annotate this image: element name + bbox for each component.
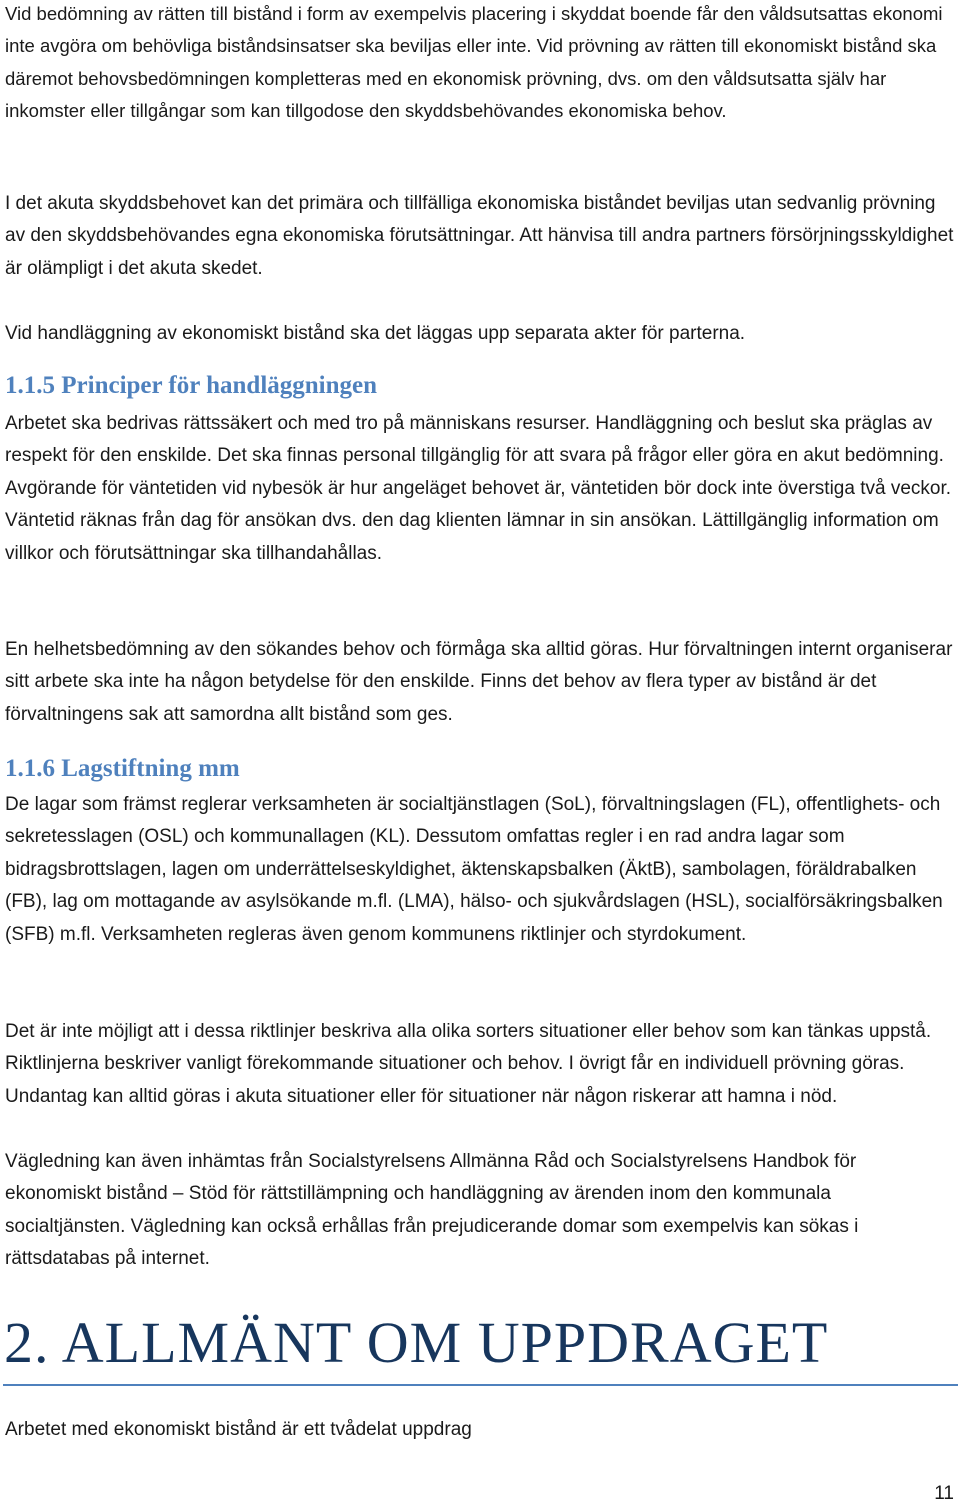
paragraph-guidance: Vägledning kan även inhämtas från Socialstyrelsens Allmänna Råd och Socialstyrelsens Handbok för ekonomiskt bistånd – Stöd för rättstillämpning och handläggning av ärenden inom den kommunala socialtjänsten. Vägledning kan också erhållas från prejudicerande domar som exempelvis kan sökas i rättsdatabas på internet. xyxy=(5,1151,859,1270)
paragraph-laws: De lagar som främst reglerar verksamheten är socialtjänstlagen (SoL), förvaltningslagen (FL), offentlighets- och sekretesslagen (OSL) och kommunallagen (KL). Dessutom omfattas regler i en rad andra lagar som bidragsbrottslagen, lagen om underrättelseskyldighet, äktenskapsbalken (ÄktB), sambolagen, föräldrabalken (FB), lag om mottagande av asylsökande m.fl. (LMA), hälso- och sjukvårdslagen (HSL), socialförsäkringsbalken (SFB) m.fl. Verksamheten regleras även genom kommunens riktlinjer och styrdokument. xyxy=(5,794,943,945)
heading-legislation: 1.1.6 Lagstiftning mm xyxy=(5,755,240,782)
paragraph-separate-files: Vid handläggning av ekonomiskt bistånd ska det läggas upp separata akter för parterna. xyxy=(5,323,746,344)
paragraph-violence-assessment: Vid bedömning av rätten till bistånd i form av exempelvis placering i skyddat boende får den våldsutsattas ekonomi inte avgöra om behövliga biståndsinsatser ska beviljas eller inte. Vid prövning av rätten till ekonomiskt bistånd ska däremot behovsbedömningen kompletteras med en ekonomisk prövning, dvs. om den våldsutsatta själv har inkomster eller tillgångar som kan tillgodose den skyddsbehövandes ekonomiska behov. xyxy=(5,3,943,122)
paragraph-principles: Arbetet ska bedrivas rättssäkert och med tro på människans resurser. Handläggning och beslut ska präglas av respekt för den enskilde. Det ska finnas personal tillgänglig för att svara på frågor eller göra en akut bedömning. Avgörande för väntetiden vid nybesök är hur angeläget behovet är, väntetiden bör dock inte överstiga två veckor. Väntetid räknas från dag för ansökan dvs. den dag klienten lämnar in sin ansökan. Lättillgänglig information om villkor och förutsättningar ska tillhandahållas. xyxy=(5,413,952,564)
paragraph-overall-assessment: En helhetsbedömning av den sökandes behov och förmåga ska alltid göras. Hur förvaltningen internt organiserar sitt arbete ska inte ha någon betydelse för den enskilde. Finns det behov av flera typer av bistånd är det förvaltningens sak att samordna allt bistånd som ges. xyxy=(5,639,953,725)
paragraph-two-part-mission: Arbetet med ekonomiskt bistånd är ett tvådelat uppdrag xyxy=(5,1419,472,1440)
paragraph-guidelines-scope: Det är inte möjligt att i dessa riktlinjer beskriva alla olika sorters situationer eller behov som kan tänkas uppstå. Riktlinjerna beskriver vanligt förekommande situationer och behov. I övrigt får en individuell prövning göras. Undantag kan alltid göras i akuta situationer eller för situationer när någon riskerar att hamna i nöd. xyxy=(5,1021,932,1107)
heading-divider xyxy=(3,1384,958,1386)
page-number: 11 xyxy=(934,1483,954,1504)
chapter-title: 2. ALLMÄNT OM UPPDRAGET xyxy=(4,1310,829,1375)
paragraph-acute-protection: I det akuta skyddsbehovet kan det primära och tillfälliga ekonomiska biståndet beviljas utan sedvanlig prövning av den skyddsbehövandes egna ekonomiska förutsättningar. Att hänvisa till andra partners försörjningsskyldighet är olämpligt i det akuta skedet. xyxy=(5,193,954,279)
heading-principles: 1.1.5 Principer för handläggningen xyxy=(5,372,378,399)
